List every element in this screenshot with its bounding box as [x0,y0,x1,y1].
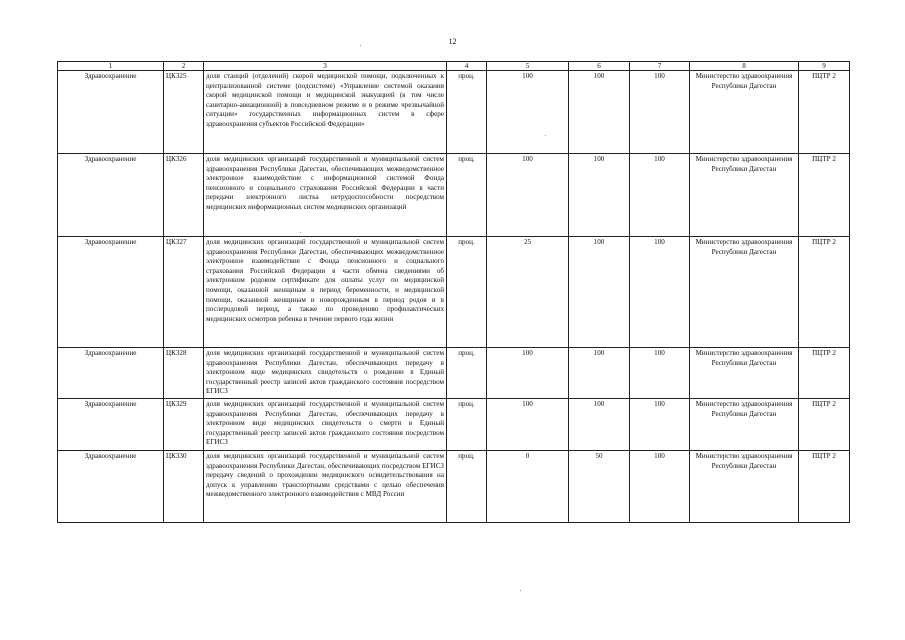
code-cell: ЦК328 [164,348,204,399]
unit-cell: проц. [447,451,487,523]
table-row [58,451,850,523]
description-cell: доля станций (отделений) скорой медицинской помощи, подключенных к централизованной системе (подсистеме) «Управление системой оказания скорой медицинской помощи и медицинской эвакуацией (в том числе санитарно-авиационной) в повседневном режиме и в режиме чрезвычайной ситуации» государственных информационных систем в сфере здравоохранения субъектов Российской Федерации» [204,71,447,154]
ministry-cell: Министерство здравоохранения Республики Дагестан [690,399,799,451]
description-cell: доля медицинских организаций государственной и муниципальной систем здравоохранения Республики Дагестан, обеспечивающих передачу в электронном виде медицинских свидетельств о рождении в Единый государственный реестр записей актов гражданского состояния посредством ЕГИСЗ [204,348,447,399]
value-cell: 50 [569,451,630,523]
description-cell: доля медицинских организаций государственной и муниципальной систем здравоохранения Республики Дагестан, обеспечивающих межведомственное электронное взаимодействие с Фонда пенсионного и социального страхования Российской Федерации в части обмена сведениями об электронном родовом сертификате для оплаты услуг по медицинской помощи, оказанной женщинам в период беременности, и медицинской помощи, оказанной женщинам и новорожденным в период родов и в послеродовой период, а также по проведению профилактических медицинских осмотров ребенка в течение первого года жизни [204,237,447,348]
column-number: 1 [58,62,164,71]
code-cell: ЦК325 [164,71,204,154]
description-cell: доля медицинских организаций государственной и муниципальной систем здравоохранения Республики Дагестан, обеспечивающих передачу в электронном виде медицинских свидетельств о смерти в Единый государственный реестр записей актов гражданского состояния посредством ЕГИСЗ [204,399,447,451]
program-cell: ПЦТР 2 [799,237,850,348]
column-number: 6 [569,62,630,71]
sector-cell: Здравоохранение [58,348,164,399]
scan-speck [520,590,521,591]
ministry-cell: Министерство здравоохранения Республики Дагестан [690,237,799,348]
table-row [58,237,850,348]
value-cell: 100 [630,399,690,451]
code-cell: ЦК329 [164,399,204,451]
table-row [58,399,850,451]
program-cell: ПЦТР 2 [799,348,850,399]
unit-cell: проц. [447,237,487,348]
value-cell: 100 [487,399,569,451]
value-cell: 100 [630,71,690,154]
value-cell: 100 [487,71,569,154]
column-number: 8 [690,62,799,71]
ministry-cell: Министерство здравоохранения Республики Дагестан [690,71,799,154]
sector-cell: Здравоохранение [58,154,164,237]
indicators-table [57,61,850,523]
column-number: 3 [204,62,447,71]
program-cell: ПЦТР 2 [799,71,850,154]
sector-cell: Здравоохранение [58,451,164,523]
scan-speck [798,340,799,341]
program-cell: ПЦТР 2 [799,451,850,523]
scan-speck [300,232,301,233]
value-cell: 100 [487,154,569,237]
code-cell: ЦК327 [164,237,204,348]
ministry-cell: Министерство здравоохранения Республики Дагестан [690,154,799,237]
value-cell: 25 [487,237,569,348]
scan-speck [360,45,361,46]
value-cell: 100 [630,154,690,237]
column-number: 7 [630,62,690,71]
scan-speck [545,135,546,136]
unit-cell: проц. [447,71,487,154]
program-cell: ПЦТР 2 [799,154,850,237]
value-cell: 100 [487,348,569,399]
code-cell: ЦК326 [164,154,204,237]
value-cell: 100 [630,237,690,348]
value-cell: 100 [569,71,630,154]
value-cell: 100 [630,451,690,523]
program-cell: ПЦТР 2 [799,399,850,451]
unit-cell: проц. [447,348,487,399]
column-number: 9 [799,62,850,71]
column-number: 2 [164,62,204,71]
table-row [58,348,850,399]
unit-cell: проц. [447,399,487,451]
ministry-cell: Министерство здравоохранения Республики Дагестан [690,451,799,523]
code-cell: ЦК330 [164,451,204,523]
column-number-row [58,62,850,71]
value-cell: 100 [569,154,630,237]
value-cell: 0 [487,451,569,523]
table-row [58,154,850,237]
sector-cell: Здравоохранение [58,71,164,154]
value-cell: 100 [569,399,630,451]
page-number: 12 [448,37,457,46]
value-cell: 100 [569,237,630,348]
ministry-cell: Министерство здравоохранения Республики Дагестан [690,348,799,399]
value-cell: 100 [630,348,690,399]
sector-cell: Здравоохранение [58,237,164,348]
value-cell: 100 [569,348,630,399]
column-number: 4 [447,62,487,71]
table-row [58,71,850,154]
sector-cell: Здравоохранение [58,399,164,451]
description-cell: доля медицинских организаций государственной и муниципальной систем здравоохранения Республики Дагестан, обеспечивающих межведомственное электронное взаимодействие с информационной системой Фонда пенсионного и социального страхования Российской Федерации в части передачи электронного листка нетрудоспособности посредством медицинских информационных систем медицинских организаций [204,154,447,237]
column-number: 5 [487,62,569,71]
description-cell: доля медицинских организаций государственной и муниципальной систем здравоохранения Республики Дагестан, обеспечивающих посредством ЕГИСЗ передачу сведений о прохождении медицинского освидетельствования на допуск к управлению транспортными средствами с целью обеспечения межведомственного электронного взаимодействия с МВД России [204,451,447,523]
unit-cell: проц. [447,154,487,237]
